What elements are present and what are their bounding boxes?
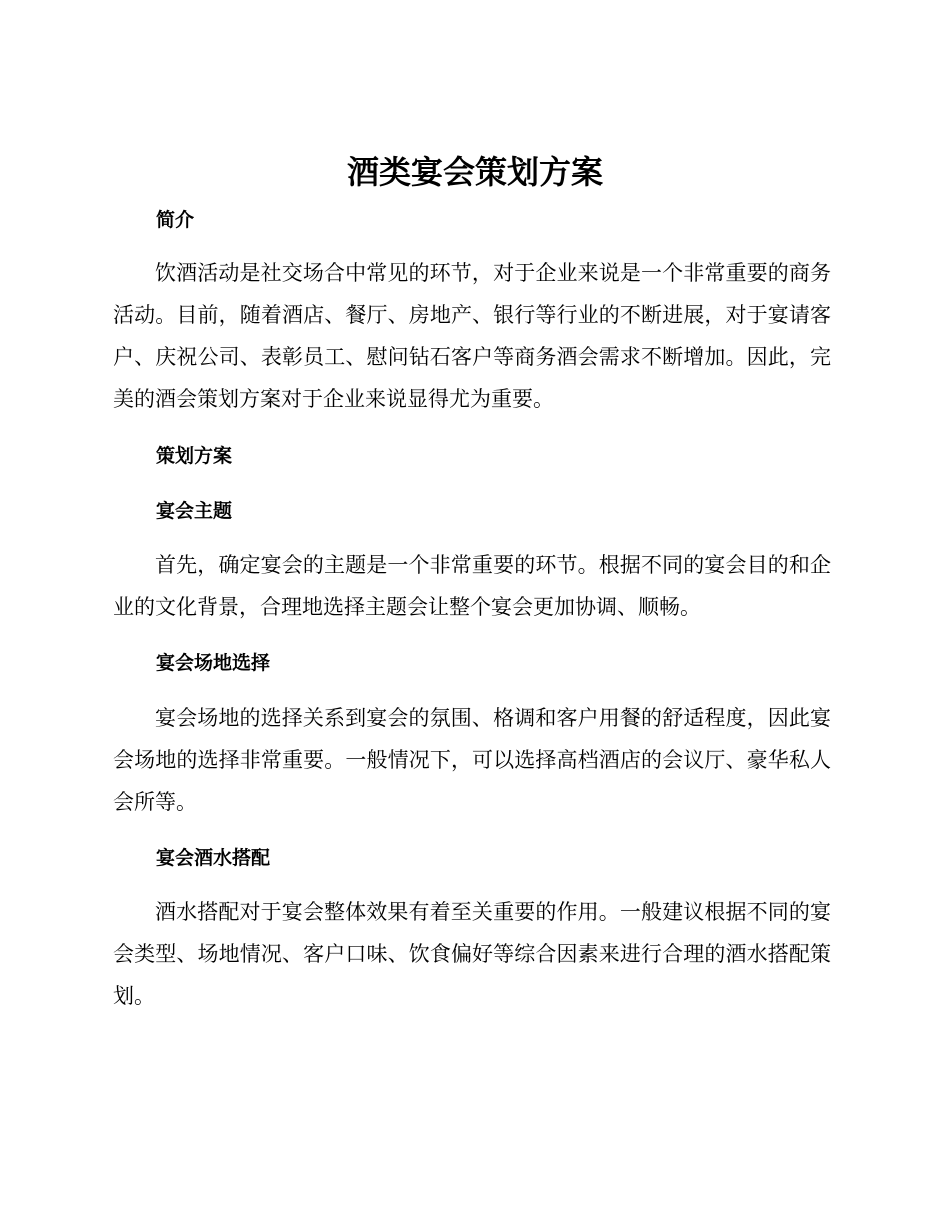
venue-heading: 宴会场地选择	[156, 652, 271, 674]
theme-heading: 宴会主题	[156, 500, 233, 522]
plan-heading: 策划方案	[156, 445, 233, 467]
theme-paragraph: 首先，确定宴会的主题是一个非常重要的环节。根据不同的宴会目的和企业的文化背景，合理地选择主题会让整个宴会更加协调、顺畅。	[113, 553, 831, 619]
drinks-paragraph: 酒水搭配对于宴会整体效果有着至关重要的作用。一般建议根据不同的宴会类型、场地情况、客户口味、饮食偏好等综合因素来进行合理的酒水搭配策划。	[113, 900, 831, 1008]
intro-paragraph: 饮酒活动是社交场合中常见的环节，对于企业来说是一个非常重要的商务活动。目前，随着酒店、餐厅、房地产、银行等行业的不断进展，对于宴请客户、庆祝公司、表彰员工、慰问钻石客户等商务酒会需求不断增加。因此，完美的酒会策划方案对于企业来说显得尤为重要。	[113, 261, 831, 411]
intro-heading: 简介	[156, 209, 195, 231]
venue-paragraph: 宴会场地的选择关系到宴会的氛围、格调和客户用餐的舒适程度，因此宴会场地的选择非常重要。一般情况下，可以选择高档酒店的会议厅、豪华私人会所等。	[113, 706, 831, 814]
document-title: 酒类宴会策划方案	[346, 153, 603, 191]
drinks-heading: 宴会酒水搭配	[156, 847, 271, 869]
